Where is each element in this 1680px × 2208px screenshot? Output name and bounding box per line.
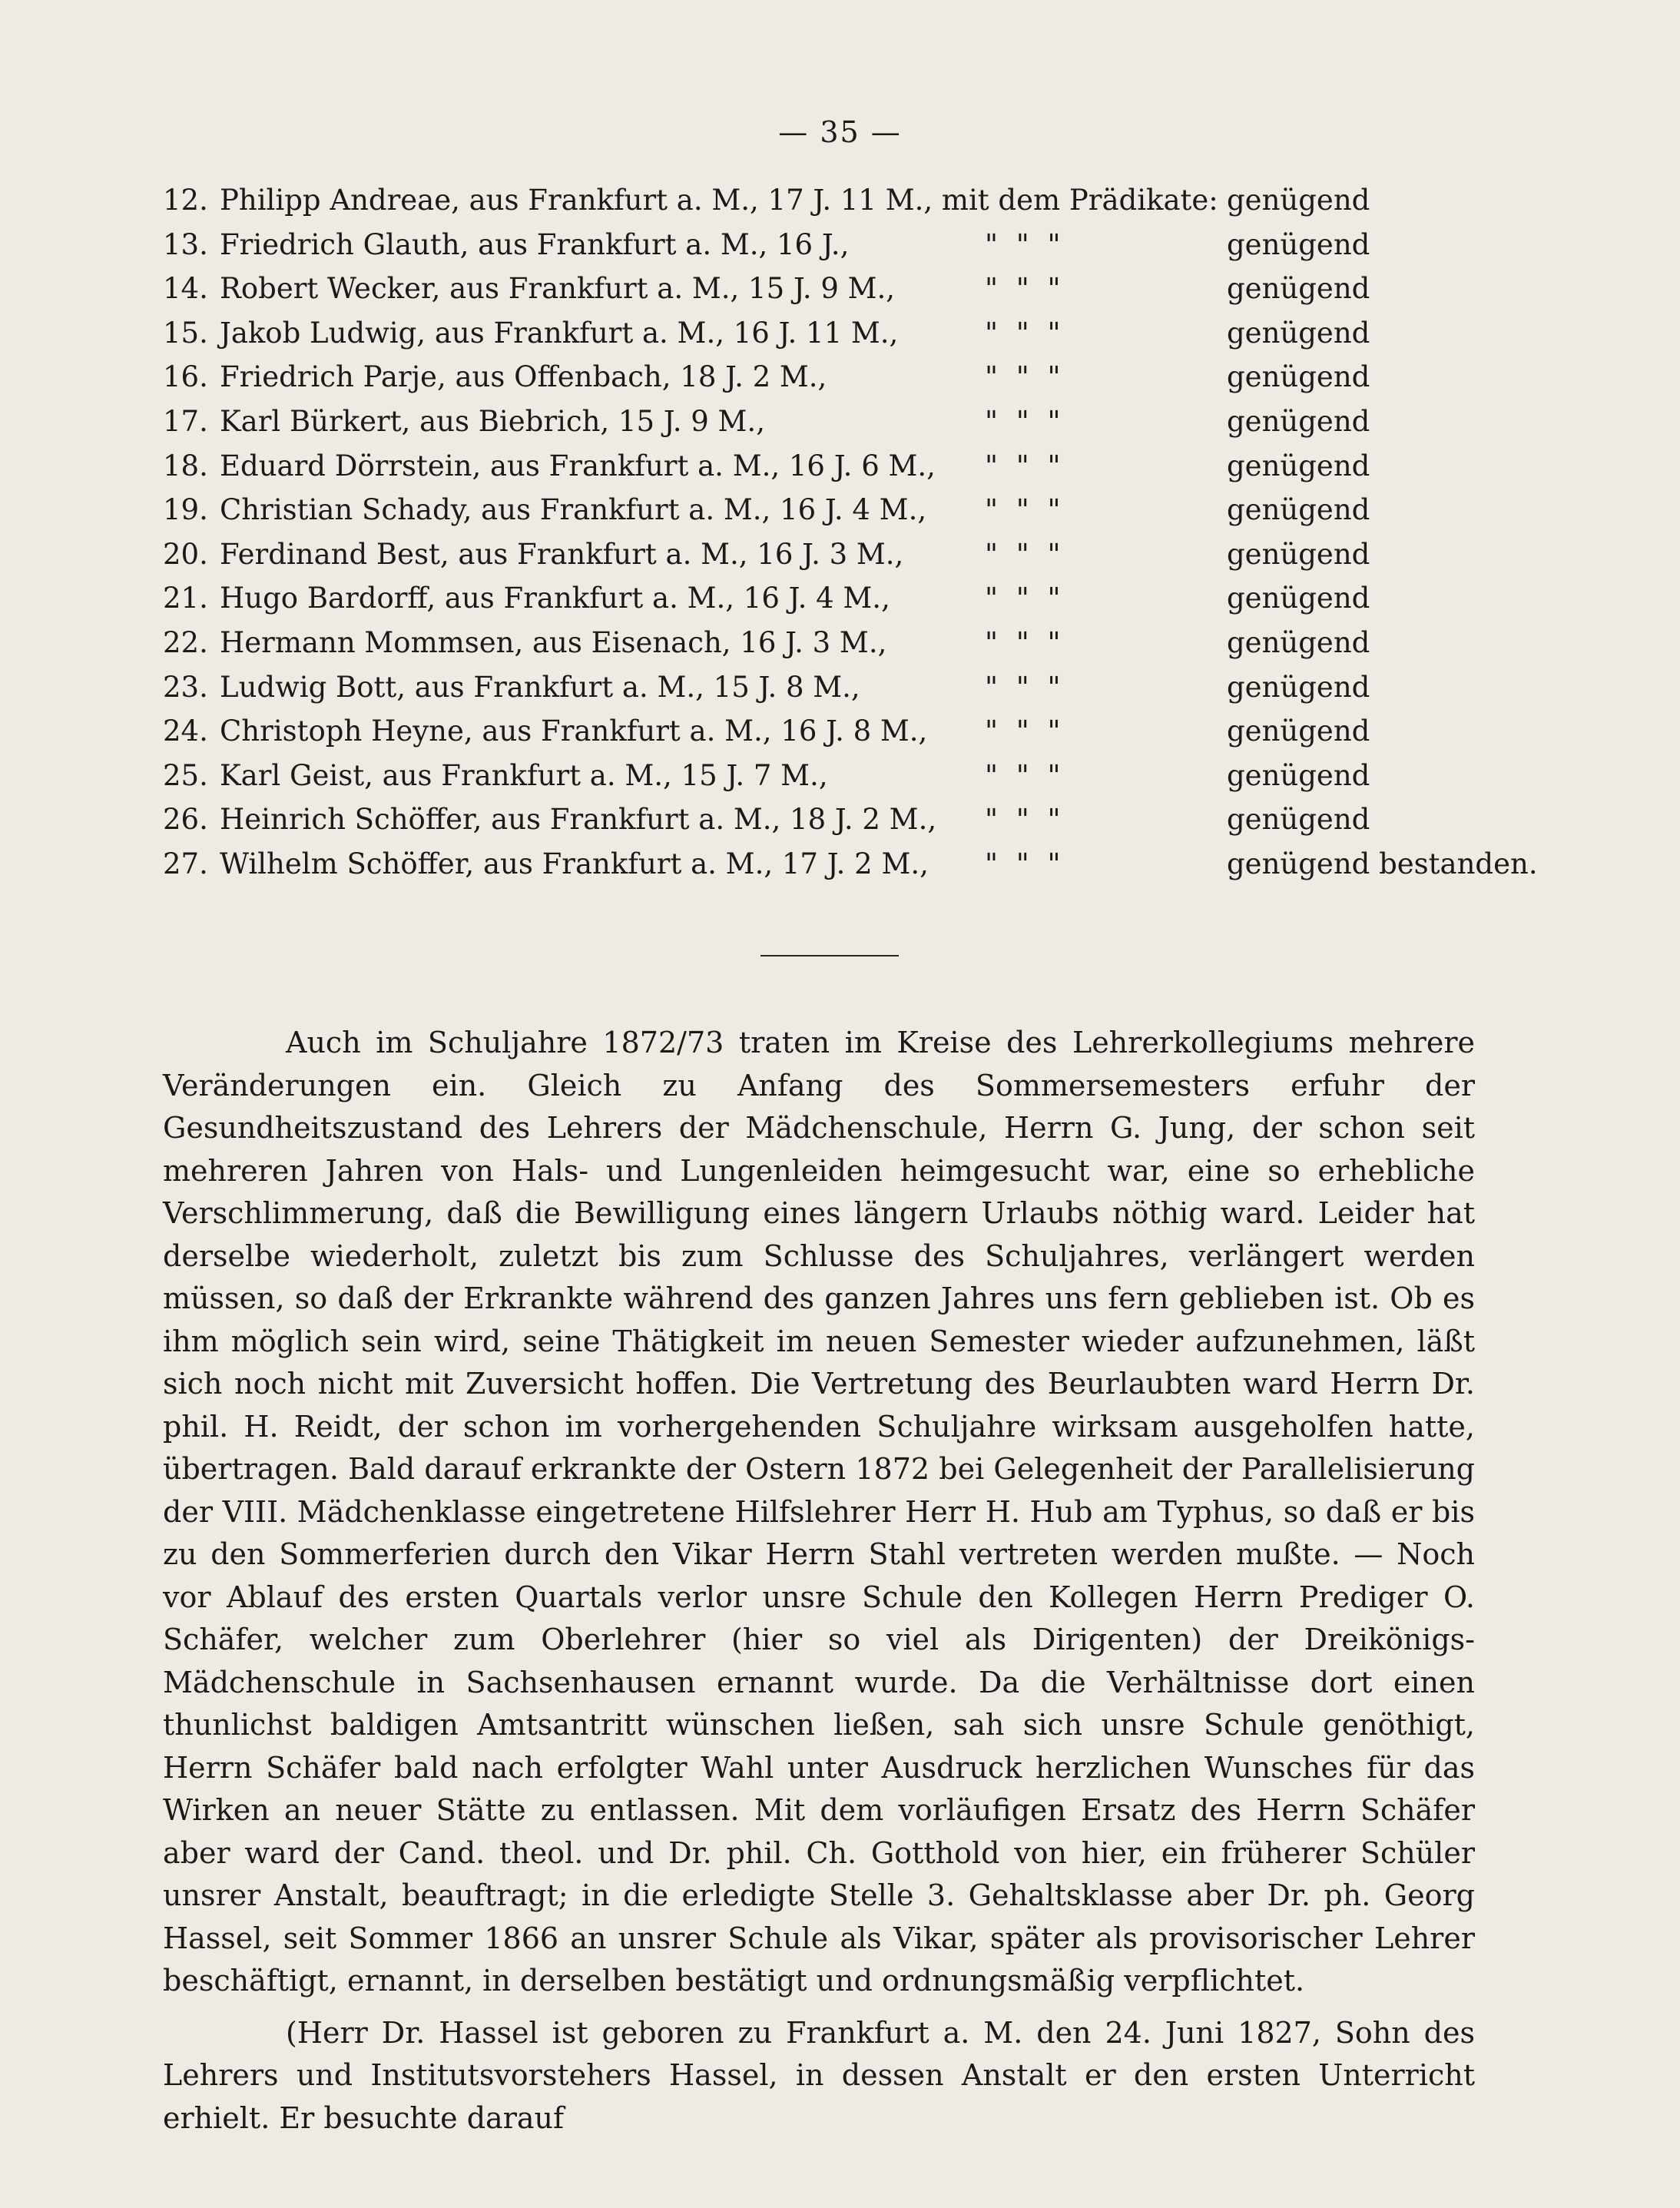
graduate-number: 22. — [163, 625, 208, 659]
graduate-row — [163, 576, 1515, 621]
graduate-grade: genügend — [1227, 449, 1370, 482]
ditto-marks: " " " — [985, 449, 1065, 482]
graduate-row — [163, 223, 1515, 267]
graduate-row — [163, 311, 1515, 356]
graduate-row — [163, 665, 1515, 710]
body-text — [163, 1022, 1475, 2149]
graduate-entry: Wilhelm Schöffer, aus Frankfurt a. M., 17 J. 2 M., — [220, 847, 929, 880]
ditto-marks: " " " — [985, 670, 1065, 704]
graduate-row — [163, 797, 1515, 842]
ditto-marks: " " " — [985, 537, 1065, 571]
graduate-grade: genügend — [1227, 360, 1370, 394]
ditto-marks: " " " — [985, 758, 1065, 792]
paragraph-staff-changes: Auch im Schuljahre 1872/73 traten im Kreise des Lehrerkollegiums mehrere Veränderungen ein. Gleich zu Anfang des Sommersemesters erfuhr der Gesundheitszustand des Lehrers der Mädchenschule, Herrn G. Jung, der schon seit mehreren Jahren von Hals- und Lungenleiden heimgesucht war, eine so erhebliche Verschlimmerung, daß die Bewilligung eines längern Urlaubs nöthig ward. Leider hat derselbe wiederholt, zuletzt bis zum Schlusse des Schuljahres, verlängert werden müssen, so daß der Erkrankte während des ganzen Jahres uns fern geblieben ist. Ob es ihm möglich sein wird, seine Thätigkeit im neuen Semester wieder aufzunehmen, läßt sich noch nicht mit Zuversicht hoffen. Die Vertretung des Beurlaubten ward Herrn Dr. phil. H. Reidt, der schon im vorhergehenden Schuljahre wirksam ausgeholfen hatte, übertragen. Bald darauf erkrankte der Ostern 1872 bei Gelegenheit der Parallelisierung der VIII. Mädchenklasse eingetretene Hilfslehrer Herr H. Hub am Typhus, so daß er bis zu den Sommerferien durch den Vikar Herrn Stahl vertreten werden mußte. — Noch vor Ablauf des ersten Quartals verlor unsre Schule den Kollegen Herrn Prediger O. Schäfer, welcher zum Oberlehrer (hier so viel als Dirigenten) der Dreikönigs-Mädchenschule in Sachsenhausen ernannt wurde. Da die Verhältnisse dort einen thunlichst baldigen Amtsantritt wünschen ließen, sah sich unsre Schule genöthigt, Herrn Schäfer bald nach erfolgter Wahl unter Ausdruck herzlichen Wunsches für das Wirken an neuer Stätte zu entlassen. Mit dem vorläufigen Ersatz des Herrn Schäfer aber ward der Cand. theol. und Dr. phil. Ch. Gotthold von hier, ein früherer Schüler unsrer Anstalt, beauftragt; in die erledigte Stelle 3. Gehaltsklasse aber Dr. ph. Georg Hassel, seit Sommer 1866 an unsrer Schule als Vikar, später als provisorischer Lehrer beschäftigt, ernannt, in derselben bestätigt und ordnungsmäßig verpflichtet. — [163, 1026, 1475, 1997]
graduate-grade: genügend — [1227, 582, 1370, 615]
graduate-entry: Eduard Dörrstein, aus Frankfurt a. M., 16 J. 6 M., — [220, 449, 936, 482]
graduate-number: 17. — [163, 404, 208, 438]
ditto-marks: " " " — [985, 803, 1065, 837]
graduate-row — [163, 709, 1515, 754]
graduate-row — [163, 267, 1515, 311]
graduate-entry: Philipp Andreae, aus Frankfurt a. M., 17 J. 11 M., mit dem Prädikate: — [220, 184, 1218, 217]
graduate-row — [163, 488, 1515, 532]
ditto-marks: " " " — [985, 316, 1065, 350]
graduate-number: 23. — [163, 670, 208, 704]
graduate-entry: Hermann Mommsen, aus Eisenach, 16 J. 3 M., — [220, 625, 887, 659]
graduate-number: 16. — [163, 360, 208, 394]
graduate-row — [163, 399, 1515, 444]
graduate-grade: genügend — [1227, 404, 1370, 438]
ditto-marks: " " " — [985, 714, 1065, 748]
paragraph-hassel-bio: (Herr Dr. Hassel ist geboren zu Frankfurt a. M. den 24. Juni 1827, Sohn des Lehrers und Institutsvorstehers Hassel, in dessen Anstalt er den ersten Unterricht erhielt. Er besuchte darauf — [163, 2015, 1475, 2135]
graduate-entry: Karl Bürkert, aus Biebrich, 15 J. 9 M., — [220, 404, 765, 438]
graduate-number: 18. — [163, 449, 208, 482]
ditto-marks: " " " — [985, 404, 1065, 438]
ditto-marks: " " " — [985, 493, 1065, 527]
graduate-grade: genügend — [1227, 670, 1370, 704]
ditto-marks: " " " — [985, 272, 1065, 306]
graduate-list — [163, 178, 1538, 887]
graduate-entry: Jakob Ludwig, aus Frankfurt a. M., 16 J. 11 M., — [220, 316, 899, 350]
graduate-grade: genügend — [1227, 227, 1370, 261]
graduate-grade: genügend — [1227, 272, 1370, 306]
graduate-row — [163, 842, 1538, 887]
graduate-grade: genügend — [1227, 758, 1370, 792]
graduate-entry: Karl Geist, aus Frankfurt a. M., 15 J. 7 M., — [220, 758, 828, 792]
section-divider — [760, 955, 899, 956]
graduate-number: 21. — [163, 582, 208, 615]
graduate-row — [163, 621, 1515, 665]
graduate-grade: genügend — [1227, 625, 1370, 659]
graduate-entry: Robert Wecker, aus Frankfurt a. M., 15 J. 9 M., — [220, 272, 896, 306]
graduate-grade: genügend bestanden. — [1227, 847, 1538, 880]
graduate-number: 27. — [163, 847, 208, 880]
graduate-row — [163, 444, 1515, 489]
graduate-grade: genügend — [1227, 537, 1370, 571]
graduate-number: 12. — [163, 184, 208, 217]
graduate-entry: Hugo Bardorff, aus Frankfurt a. M., 16 J. 4 M., — [220, 582, 890, 615]
ditto-marks: " " " — [985, 360, 1065, 394]
graduate-grade: genügend — [1227, 493, 1370, 527]
graduate-number: 26. — [163, 803, 208, 837]
graduate-number: 19. — [163, 493, 208, 527]
ditto-marks: " " " — [985, 625, 1065, 659]
graduate-number: 14. — [163, 272, 208, 306]
graduate-entry: Ludwig Bott, aus Frankfurt a. M., 15 J. 8 M., — [220, 670, 860, 704]
ditto-marks: " " " — [985, 847, 1065, 880]
graduate-number: 24. — [163, 714, 208, 748]
graduate-number: 20. — [163, 537, 208, 571]
graduate-number: 13. — [163, 227, 208, 261]
page-number: — 35 — — [778, 115, 902, 149]
graduate-number: 25. — [163, 758, 208, 792]
graduate-number: 15. — [163, 316, 208, 350]
graduate-entry: Friedrich Glauth, aus Frankfurt a. M., 16 J., — [220, 227, 850, 261]
graduate-entry: Friedrich Parje, aus Offenbach, 18 J. 2 M., — [220, 360, 827, 394]
graduate-entry: Christian Schady, aus Frankfurt a. M., 16 J. 4 M., — [220, 493, 927, 527]
ditto-marks: " " " — [985, 227, 1065, 261]
graduate-row — [163, 178, 1515, 223]
graduate-row — [163, 532, 1515, 577]
graduate-grade: genügend — [1227, 714, 1370, 748]
graduate-grade: genügend — [1227, 184, 1370, 217]
graduate-entry: Christoph Heyne, aus Frankfurt a. M., 16 J. 8 M., — [220, 714, 928, 748]
ditto-marks: " " " — [985, 582, 1065, 615]
graduate-row — [163, 754, 1515, 798]
graduate-grade: genügend — [1227, 803, 1370, 837]
graduate-grade: genügend — [1227, 316, 1370, 350]
graduate-row — [163, 355, 1515, 399]
graduate-entry: Heinrich Schöffer, aus Frankfurt a. M., 18 J. 2 M., — [220, 803, 937, 837]
graduate-entry: Ferdinand Best, aus Frankfurt a. M., 16 J. 3 M., — [220, 537, 904, 571]
